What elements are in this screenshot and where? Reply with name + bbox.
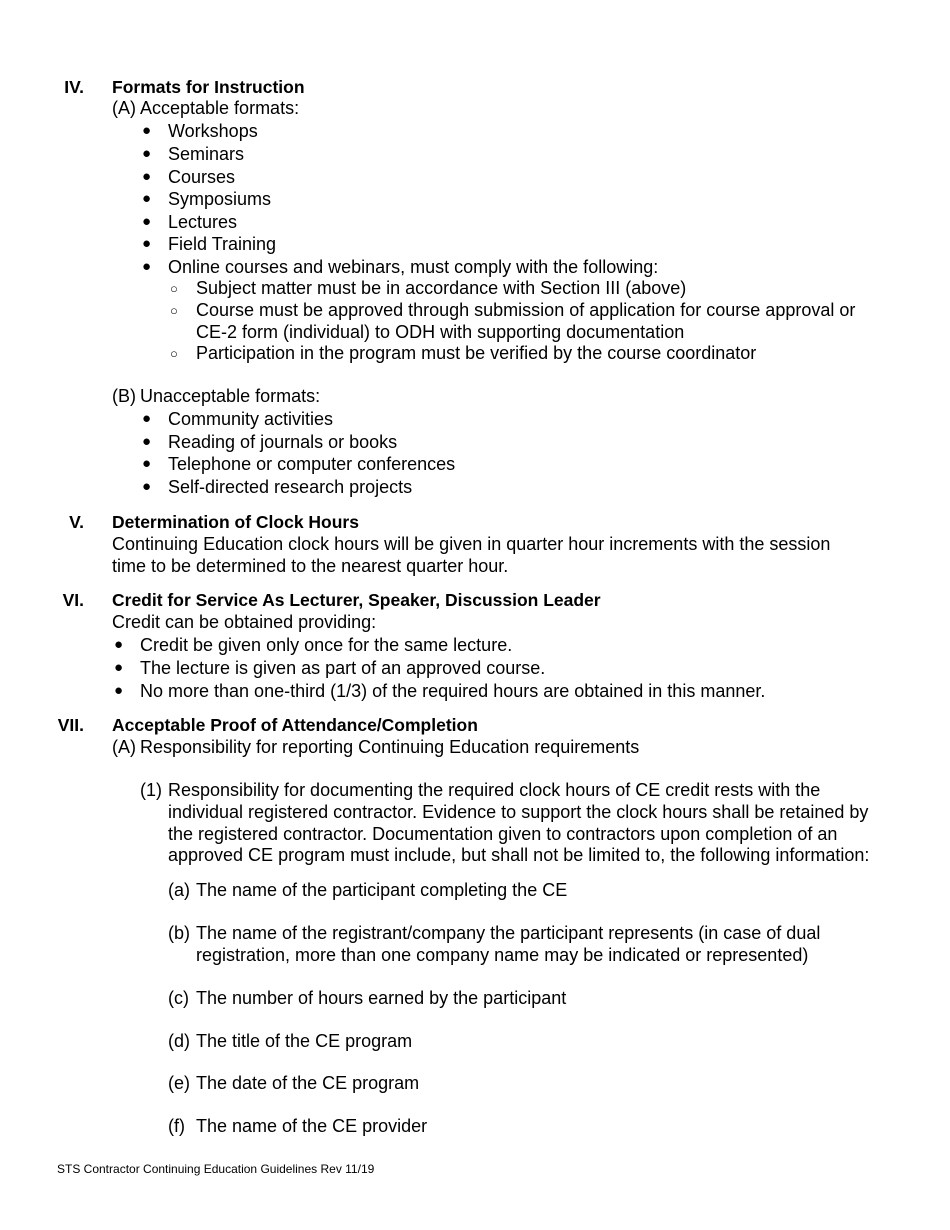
paragraph-line: the registered contractor. Documentation given to contractors upon completion of an xyxy=(168,824,838,844)
subsection-label: (B) xyxy=(112,386,136,406)
bullet-icon: ● xyxy=(114,682,124,699)
section-title: Credit for Service As Lecturer, Speaker, Discussion Leader xyxy=(112,590,601,610)
bullet-icon: ● xyxy=(114,636,124,653)
paragraph-line: Responsibility for documenting the required clock hours of CE credit rests with the xyxy=(168,780,821,800)
item-label: (a) xyxy=(168,880,190,900)
bullet-icon: ● xyxy=(142,235,152,252)
subsection-heading: Responsibility for reporting Continuing Education requirements xyxy=(140,737,640,757)
paragraph-line: individual registered contractor. Evidence to support the clock hours shall be retained by xyxy=(168,802,869,822)
bullet-icon: ● xyxy=(142,258,152,275)
item-text: The number of hours earned by the participant xyxy=(196,988,567,1008)
bullet-icon: ● xyxy=(142,478,152,495)
list-item: No more than one-third (1/3) of the required hours are obtained in this manner. xyxy=(140,681,766,701)
bullet-icon: ● xyxy=(142,145,152,162)
list-item: Field Training xyxy=(168,234,277,254)
list-item: Symposiums xyxy=(168,189,272,209)
paragraph-line: Credit can be obtained providing: xyxy=(112,612,377,632)
item-text: registration, more than one company name may be indicated or represented) xyxy=(196,945,809,965)
section-title: Formats for Instruction xyxy=(112,77,305,97)
list-item: Lectures xyxy=(168,212,238,232)
sub-list-item: Course must be approved through submission of application for course approval or xyxy=(196,300,856,320)
section-number: IV. xyxy=(64,77,84,97)
item-label: (c) xyxy=(168,988,189,1008)
section-number: VI. xyxy=(62,590,84,610)
list-item: The lecture is given as part of an approved course. xyxy=(140,658,546,678)
list-item: Seminars xyxy=(168,144,245,164)
bullet-icon: ● xyxy=(142,168,152,185)
bullet-icon: ● xyxy=(114,659,124,676)
item-text: The date of the CE program xyxy=(196,1073,420,1093)
item-text: The name of the registrant/company the participant represents (in case of dual xyxy=(196,923,821,943)
subsection-heading: Acceptable formats: xyxy=(140,98,300,118)
item-label: (b) xyxy=(168,923,190,943)
list-item: Community activities xyxy=(168,409,334,429)
section-number: V. xyxy=(69,512,84,532)
sub-list-item-continuation: CE-2 form (individual) to ODH with supporting documentation xyxy=(196,322,685,342)
subsection-label: (A) xyxy=(112,737,136,757)
list-item: Telephone or computer conferences xyxy=(168,454,456,474)
bullet-icon: ● xyxy=(142,433,152,450)
page-footer: STS Contractor Continuing Education Guidelines Rev 11/19 xyxy=(57,1162,375,1176)
subsection-label: (A) xyxy=(112,98,136,118)
bullet-icon: ● xyxy=(142,190,152,207)
section-number: VII. xyxy=(57,715,84,735)
paragraph-line: time to be determined to the nearest quarter hour. xyxy=(112,556,509,576)
list-item: Self-directed research projects xyxy=(168,477,413,497)
list-item: Reading of journals or books xyxy=(168,432,398,452)
section-title: Acceptable Proof of Attendance/Completion xyxy=(112,715,478,735)
item-text: The name of the participant completing the CE xyxy=(196,880,568,900)
item-label: (e) xyxy=(168,1073,190,1093)
circle-bullet-icon: ○ xyxy=(170,281,178,296)
paragraph-line: approved CE program must include, but shall not be limited to, the following information: xyxy=(168,845,870,865)
item-text: The title of the CE program xyxy=(196,1031,413,1051)
bullet-icon: ● xyxy=(142,455,152,472)
subsection-heading: Unacceptable formats: xyxy=(140,386,321,406)
list-item: Workshops xyxy=(168,121,258,141)
list-item: Credit be given only once for the same lecture. xyxy=(140,635,513,655)
item-label: (f) xyxy=(168,1116,185,1136)
bullet-icon: ● xyxy=(142,122,152,139)
list-item: Online courses and webinars, must comply with the following: xyxy=(168,257,659,277)
sub-list-item: Participation in the program must be verified by the course coordinator xyxy=(196,343,757,363)
bullet-icon: ● xyxy=(142,213,152,230)
item-text: The name of the CE provider xyxy=(196,1116,428,1136)
circle-bullet-icon: ○ xyxy=(170,303,178,318)
item-label: (d) xyxy=(168,1031,190,1051)
circle-bullet-icon: ○ xyxy=(170,346,178,361)
section-title: Determination of Clock Hours xyxy=(112,512,359,532)
paragraph-label: (1) xyxy=(140,780,162,800)
list-item: Courses xyxy=(168,167,236,187)
bullet-icon: ● xyxy=(142,410,152,427)
sub-list-item: Subject matter must be in accordance with Section III (above) xyxy=(196,278,687,298)
paragraph-line: Continuing Education clock hours will be given in quarter hour increments with the session xyxy=(112,534,831,554)
